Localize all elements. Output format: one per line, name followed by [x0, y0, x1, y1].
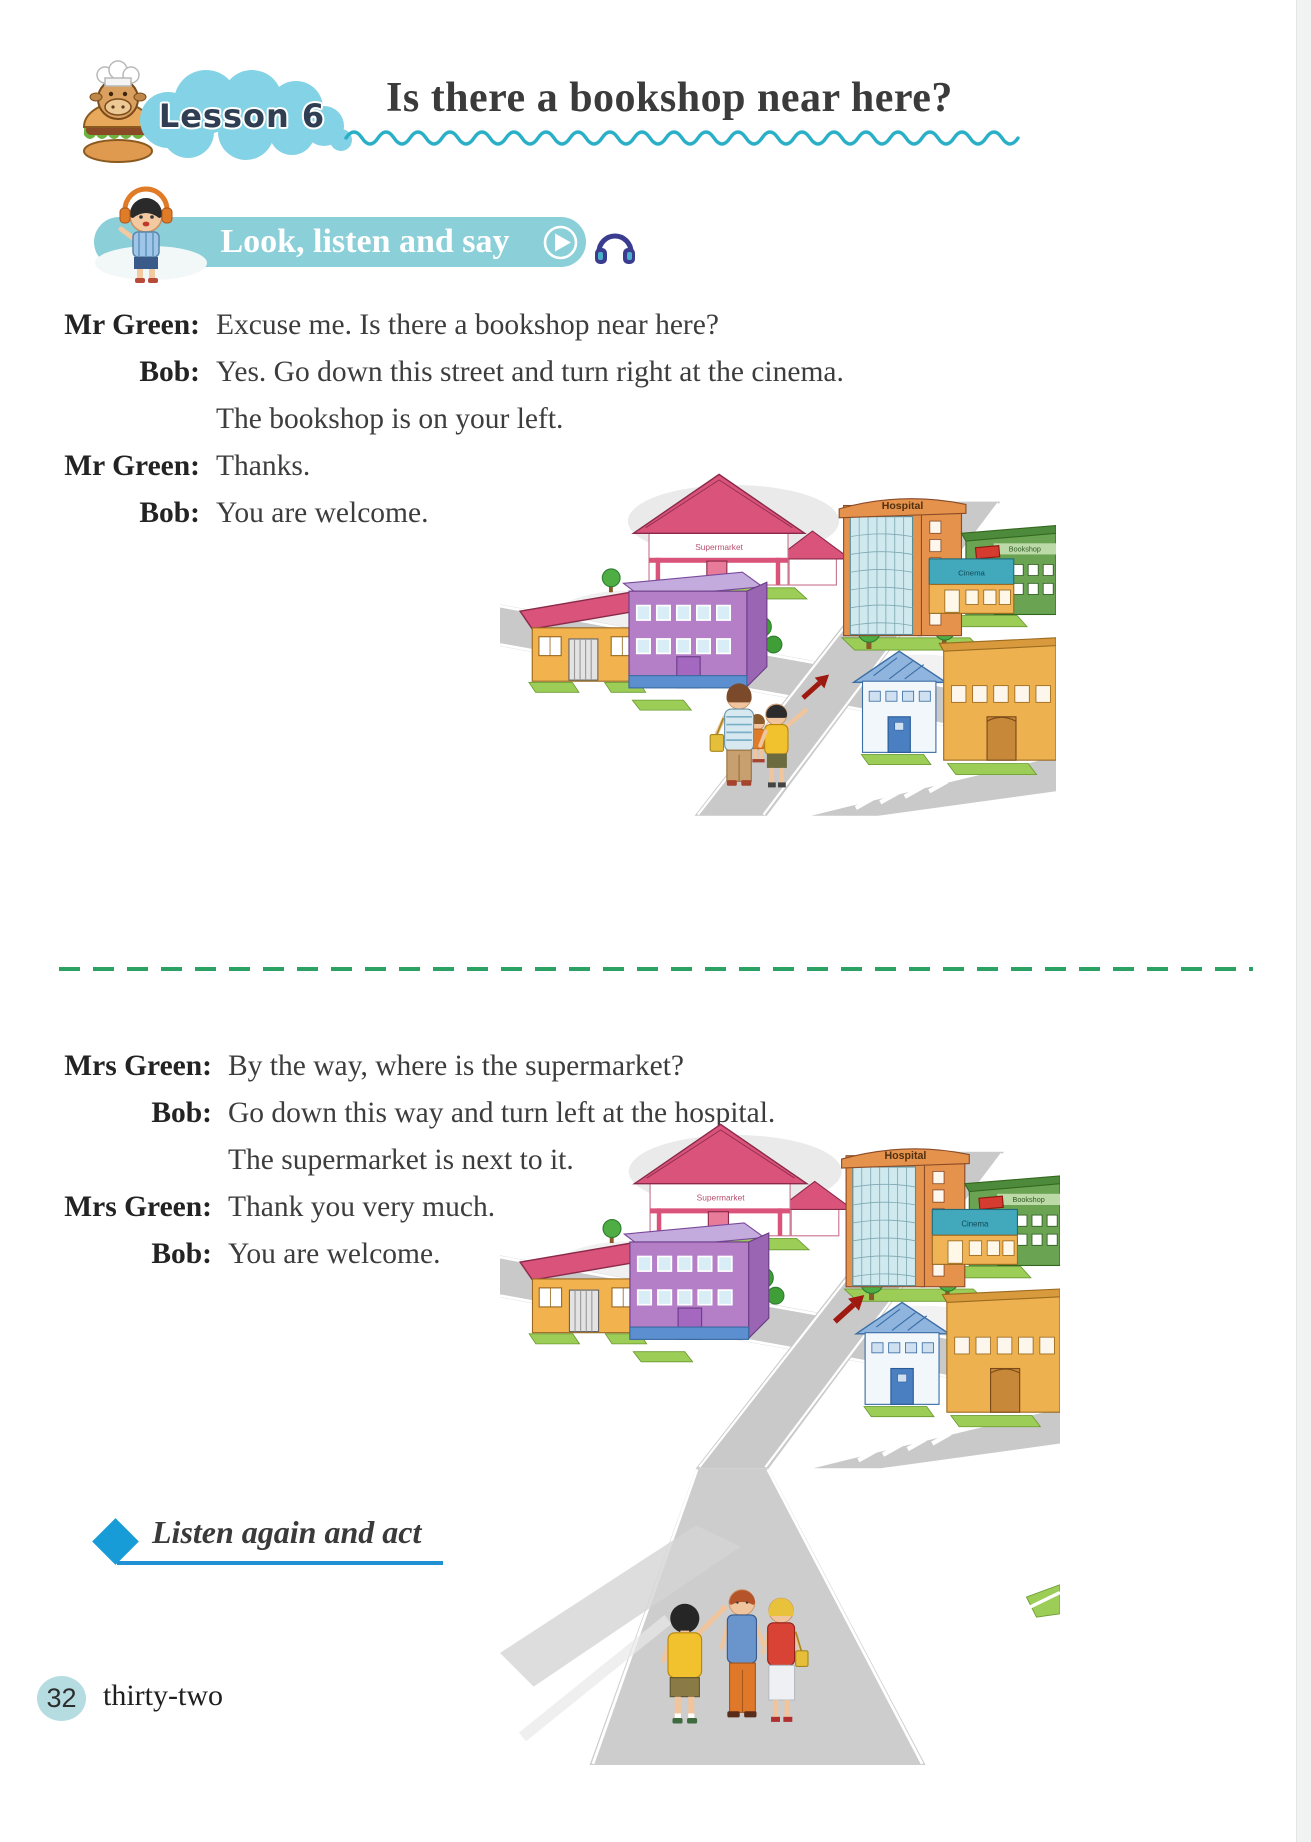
page-number-badge [37, 1676, 86, 1721]
dialogue-text: Thanks. [216, 450, 311, 482]
banner-label: Look, listen and say [220, 223, 510, 260]
dialogue-text: You are welcome. [216, 497, 429, 529]
page-title: Is there a bookshop near here? [386, 75, 953, 121]
street-scene-illustration-2 [500, 1093, 1060, 1765]
cinema-label: Cinema [958, 568, 985, 578]
speaker-label: Bob: [151, 1097, 212, 1129]
speaker-label [60, 1137, 212, 1184]
hospital-label: Hospital [881, 499, 924, 512]
diamond-bullet-icon [92, 1518, 139, 1565]
supermarket-label: Supermarket [695, 541, 743, 552]
speaker-label: Mr Green: [64, 309, 200, 341]
dialogue-text: The bookshop is on your left. [216, 403, 564, 435]
speaker-label: Bob: [139, 356, 200, 388]
dialogue-line [60, 349, 844, 396]
page-number: 32 [46, 1683, 77, 1713]
yellow-building [939, 638, 1056, 760]
play-icon[interactable] [542, 224, 579, 261]
dialogue-text: Go down this way and turn left at the hospital. [228, 1097, 776, 1129]
dialogue-text: The supermarket is next to it. [228, 1144, 574, 1176]
dialogue-text: By the way, where is the supermarket? [228, 1050, 684, 1082]
dialogue-line [60, 1043, 775, 1090]
page-number-word: thirty-two [103, 1679, 223, 1712]
activity-label: Listen again and act [152, 1514, 422, 1550]
dialogue-text: Yes. Go down this street and turn right at the cinema. [216, 356, 844, 388]
dialogue-text: Excuse me. Is there a bookshop near here? [216, 309, 719, 341]
activity-underline [117, 1561, 443, 1565]
speaker-label: Bob: [151, 1238, 212, 1270]
dialogue-line [60, 396, 844, 443]
dialogue-line [60, 302, 844, 349]
listening-boy-illustration [112, 186, 180, 284]
speaker-label: Bob: [139, 497, 200, 529]
street-scene-illustration-1 [500, 443, 1056, 816]
bookshop-label: Bookshop [1008, 544, 1041, 554]
speaker-label: Mrs Green: [64, 1050, 212, 1082]
section-divider [56, 964, 1256, 974]
title-wavy-underline [343, 124, 1023, 150]
page-edge-strip [1297, 0, 1311, 1842]
lesson-number-label: Lesson 6 [158, 97, 326, 135]
dialogue-text: You are welcome. [228, 1238, 441, 1270]
headphones-icon [592, 221, 638, 267]
speaker-label: Mr Green: [64, 450, 200, 482]
speaker-label: Mrs Green: [64, 1191, 212, 1223]
dialogue-text: Thank you very much. [228, 1191, 496, 1223]
speaker-label [60, 396, 200, 443]
